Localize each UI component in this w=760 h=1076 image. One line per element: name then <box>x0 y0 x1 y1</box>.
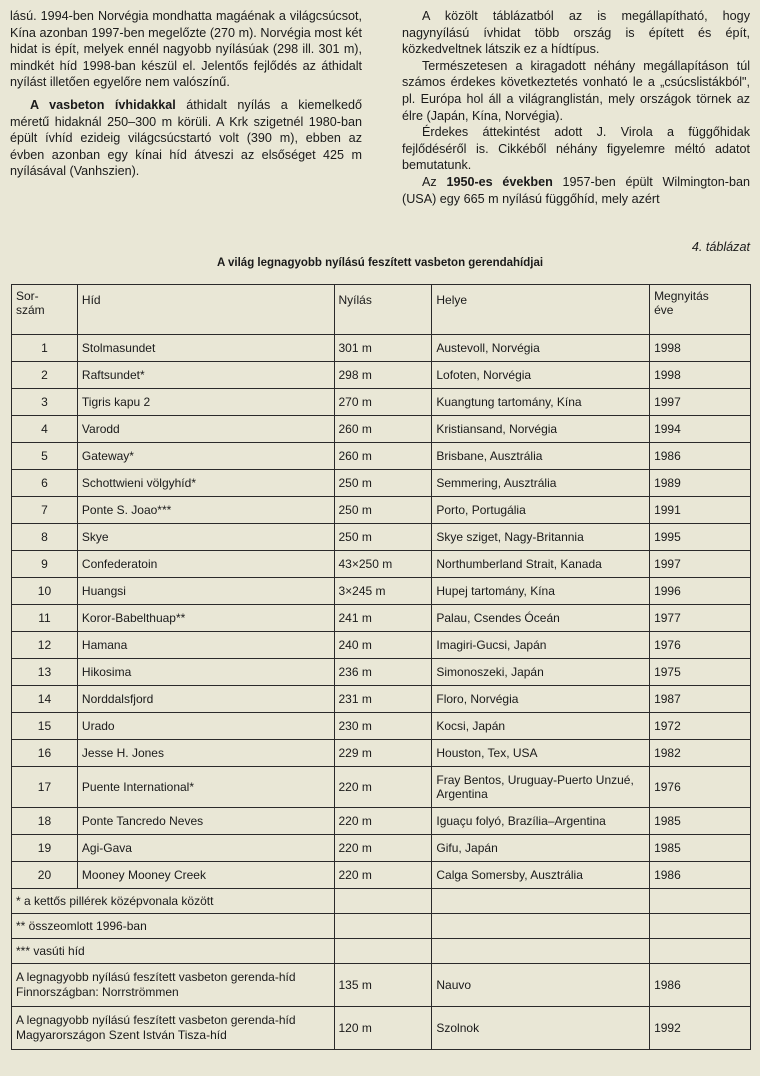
table-row <box>12 835 751 862</box>
span-cell: 260 m <box>334 416 432 443</box>
bridge-cell: Mooney Mooney Creek <box>77 862 334 889</box>
year-cell: 1986 <box>650 862 751 889</box>
table-row <box>12 605 751 632</box>
decade-lead: 1950-es években <box>446 174 553 189</box>
year-cell: 1976 <box>650 632 751 659</box>
bridge-cell: Koror-Babelthuap** <box>77 605 334 632</box>
bridge-cell: Agi-Gava <box>77 835 334 862</box>
table-row <box>12 470 751 497</box>
year-cell: 1991 <box>650 497 751 524</box>
table-row <box>12 362 751 389</box>
bridge-cell: Gateway* <box>77 443 334 470</box>
year-cell: 1986 <box>650 964 751 1007</box>
right-paragraph-2: Természetesen a kiragadott néhány megállapításon túl számos érdekes következtetés vonható le a „csúcslistákból", pl. Európa hol áll a világranglistán, mely országok törnek az élre (Japán, Kína, Norvégia). <box>402 58 750 123</box>
year-cell: 1975 <box>650 659 751 686</box>
empty-cell <box>334 889 432 914</box>
footnote: *** vasúti híd <box>12 939 335 964</box>
rank-cell: 6 <box>12 470 78 497</box>
location-cell: Palau, Csendes Óceán <box>432 605 650 632</box>
bridge-cell: Tigris kapu 2 <box>77 389 334 416</box>
span-cell: 220 m <box>334 767 432 808</box>
location-cell: Gifu, Japán <box>432 835 650 862</box>
bridge-cell: Schottwieni völgyhíd* <box>77 470 334 497</box>
rank-cell: 14 <box>12 686 78 713</box>
year-cell: 1995 <box>650 524 751 551</box>
location-cell: Brisbane, Ausztrália <box>432 443 650 470</box>
span-cell: 240 m <box>334 632 432 659</box>
location-cell: Northumberland Strait, Kanada <box>432 551 650 578</box>
rank-cell: 7 <box>12 497 78 524</box>
table-row <box>12 686 751 713</box>
table-body <box>12 335 751 1050</box>
bridge-cell: Skye <box>77 524 334 551</box>
col-header-bridge: Híd <box>77 285 334 335</box>
location-cell: Skye sziget, Nagy-Britannia <box>432 524 650 551</box>
bridge-cell: Urado <box>77 713 334 740</box>
bridge-cell: Varodd <box>77 416 334 443</box>
right-text-column <box>402 8 750 207</box>
location-cell: Kuangtung tartomány, Kína <box>432 389 650 416</box>
empty-cell <box>650 914 751 939</box>
bridge-cell: Puente International* <box>77 767 334 808</box>
span-cell: 250 m <box>334 497 432 524</box>
year-cell: 1976 <box>650 767 751 808</box>
year-cell: 1985 <box>650 808 751 835</box>
rank-cell: 1 <box>12 335 78 362</box>
empty-cell <box>650 889 751 914</box>
arch-bridge-lead: A vasbeton ívhidakkal <box>30 97 176 112</box>
location-cell: Porto, Portugália <box>432 497 650 524</box>
col-header-location: Helye <box>432 285 650 335</box>
right-paragraph-4-text: 1957-ben épült Wilmington-ban (USA) egy 665 m nyílású függőhíd, mely azért <box>402 174 751 206</box>
table-row <box>12 524 751 551</box>
location-cell: Kocsi, Japán <box>432 713 650 740</box>
span-cell: 236 m <box>334 659 432 686</box>
table-row <box>12 497 751 524</box>
location-cell: Kristiansand, Norvégia <box>432 416 650 443</box>
empty-cell <box>650 939 751 964</box>
year-cell: 1985 <box>650 835 751 862</box>
table-summary-row <box>12 1007 751 1050</box>
location-cell: Hupej tartomány, Kína <box>432 578 650 605</box>
year-cell: 1992 <box>650 1007 751 1050</box>
rank-cell: 12 <box>12 632 78 659</box>
table-row <box>12 335 751 362</box>
left-paragraph-1: lású. 1994-ben Norvégia mondhatta magáénak a világcsúcsot, Kína azonban 1997-ben megelőzte (270 m). Norvégia most két hidat is épít, melyek ennél nagyobb nyílásúak (298 ill. 301 m), mindkét híd 1998-ban készül el. Jelentős fejlődés az áthidalt nyílást illetően egyelőre nem valószínű. <box>10 9 362 90</box>
span-cell: 250 m <box>334 470 432 497</box>
table-number: 4. táblázat <box>691 240 750 254</box>
bridge-cell: Jesse H. Jones <box>77 740 334 767</box>
right-paragraph-4 <box>402 174 750 207</box>
bridge-cell: Huangsi <box>77 578 334 605</box>
span-cell: 230 m <box>334 713 432 740</box>
span-cell: 43×250 m <box>334 551 432 578</box>
location-cell: Calga Somersby, Ausztrália <box>432 862 650 889</box>
bridge-cell: Stolmasundet <box>77 335 334 362</box>
rank-cell: 3 <box>12 389 78 416</box>
empty-cell <box>334 914 432 939</box>
rank-cell: 19 <box>12 835 78 862</box>
table-row <box>12 767 751 808</box>
bridge-cell: Norddalsfjord <box>77 686 334 713</box>
empty-cell <box>432 939 650 964</box>
right-paragraph-3: Érdekes áttekintést adott J. Virola a függőhidak fejlődéséről is. Cikkéből néhány figyelemre méltó adatot bemutatunk. <box>402 125 750 173</box>
table-note-row <box>12 889 751 914</box>
location-cell: Nauvo <box>432 964 650 1007</box>
year-cell: 1989 <box>650 470 751 497</box>
bridge-cell: Hamana <box>77 632 334 659</box>
bridge-cell: Raftsundet* <box>77 362 334 389</box>
span-cell: 241 m <box>334 605 432 632</box>
col-header-rank: Sor- szám <box>12 285 78 335</box>
table-row <box>12 862 751 889</box>
table-note-row <box>12 914 751 939</box>
year-cell: 1997 <box>650 551 751 578</box>
span-cell: 250 m <box>334 524 432 551</box>
span-cell: 120 m <box>334 1007 432 1050</box>
bridge-cell: Confederatoin <box>77 551 334 578</box>
span-cell: 135 m <box>334 964 432 1007</box>
span-cell: 229 m <box>334 740 432 767</box>
table-row <box>12 578 751 605</box>
location-cell: Imagiri-Gucsi, Japán <box>432 632 650 659</box>
table-summary-row <box>12 964 751 1007</box>
year-cell: 1994 <box>650 416 751 443</box>
rank-cell: 8 <box>12 524 78 551</box>
rank-cell: 16 <box>12 740 78 767</box>
table-header-row <box>12 285 751 335</box>
location-cell: Fray Bentos, Uruguay-Puerto Unzué, Argentina <box>432 767 650 808</box>
location-cell: Simonoszeki, Japán <box>432 659 650 686</box>
rank-cell: 15 <box>12 713 78 740</box>
table-row <box>12 659 751 686</box>
rank-cell: 10 <box>12 578 78 605</box>
table-row <box>12 713 751 740</box>
span-cell: 220 m <box>334 808 432 835</box>
table-row <box>12 808 751 835</box>
location-cell: Austevoll, Norvégia <box>432 335 650 362</box>
bridge-cell: Ponte Tancredo Neves <box>77 808 334 835</box>
table-row <box>12 632 751 659</box>
location-cell: Iguaçu folyó, Brazília–Argentina <box>432 808 650 835</box>
col-header-year: Megnyitás éve <box>650 285 751 335</box>
span-cell: 260 m <box>334 443 432 470</box>
table-note-row <box>12 939 751 964</box>
year-cell: 1972 <box>650 713 751 740</box>
year-cell: 1982 <box>650 740 751 767</box>
right-paragraph-4-pre: Az <box>422 174 447 189</box>
bridge-table <box>11 284 751 1050</box>
left-paragraph-2-text: áthidalt nyílás a kiemelkedő méretű hidaknál 250–300 m körüli. A Krk szigetnél 1980-ban épült ívhíd ezideig világcsúcstartó volt (390 m), ebben az évben azonban egy kínai híd átveszi az elsőséget 425 m nyílásával (Vanhszien). <box>10 97 362 179</box>
year-cell: 1977 <box>650 605 751 632</box>
location-cell: Lofoten, Norvégia <box>432 362 650 389</box>
empty-cell <box>334 939 432 964</box>
right-paragraph-1: A közölt táblázatból az is megállapítható, hogy nagynyílású ívhidat több ország is épített és épít, közkedveltnek látszik ez a hídtípus. <box>402 9 750 57</box>
rank-cell: 4 <box>12 416 78 443</box>
rank-cell: 5 <box>12 443 78 470</box>
year-cell: 1998 <box>650 335 751 362</box>
year-cell: 1996 <box>650 578 751 605</box>
location-cell: Houston, Tex, USA <box>432 740 650 767</box>
rank-cell: 13 <box>12 659 78 686</box>
table-row <box>12 389 751 416</box>
summary-bridge-cell: A legnagyobb nyílású feszített vasbeton gerenda-híd Finnországban: Norrströmmen <box>12 964 335 1007</box>
bridge-cell: Hikosima <box>77 659 334 686</box>
empty-cell <box>432 914 650 939</box>
left-paragraph-2 <box>10 97 362 180</box>
rank-cell: 9 <box>12 551 78 578</box>
footnote: * a kettős pillérek középvonala között <box>12 889 335 914</box>
location-cell: Floro, Norvégia <box>432 686 650 713</box>
span-cell: 220 m <box>334 835 432 862</box>
rank-cell: 20 <box>12 862 78 889</box>
year-cell: 1986 <box>650 443 751 470</box>
year-cell: 1987 <box>650 686 751 713</box>
year-cell: 1997 <box>650 389 751 416</box>
span-cell: 298 m <box>334 362 432 389</box>
bridge-cell: Ponte S. Joao*** <box>77 497 334 524</box>
rank-cell: 2 <box>12 362 78 389</box>
table-row <box>12 443 751 470</box>
col-header-span: Nyílás <box>334 285 432 335</box>
rank-cell: 18 <box>12 808 78 835</box>
span-cell: 231 m <box>334 686 432 713</box>
span-cell: 3×245 m <box>334 578 432 605</box>
location-cell: Semmering, Ausztrália <box>432 470 650 497</box>
location-cell: Szolnok <box>432 1007 650 1050</box>
summary-bridge-cell: A legnagyobb nyílású feszített vasbeton gerenda-híd Magyarországon Szent István Tisza-híd <box>12 1007 335 1050</box>
footnote: ** összeomlott 1996-ban <box>12 914 335 939</box>
span-cell: 220 m <box>334 862 432 889</box>
left-text-column <box>10 8 362 180</box>
empty-cell <box>432 889 650 914</box>
span-cell: 301 m <box>334 335 432 362</box>
table-row <box>12 416 751 443</box>
year-cell: 1998 <box>650 362 751 389</box>
rank-cell: 11 <box>12 605 78 632</box>
table-row <box>12 740 751 767</box>
table-row <box>12 551 751 578</box>
rank-cell: 17 <box>12 767 78 808</box>
span-cell: 270 m <box>334 389 432 416</box>
table-title: A világ legnagyobb nyílású feszített vasbeton gerendahídjai <box>216 257 544 269</box>
